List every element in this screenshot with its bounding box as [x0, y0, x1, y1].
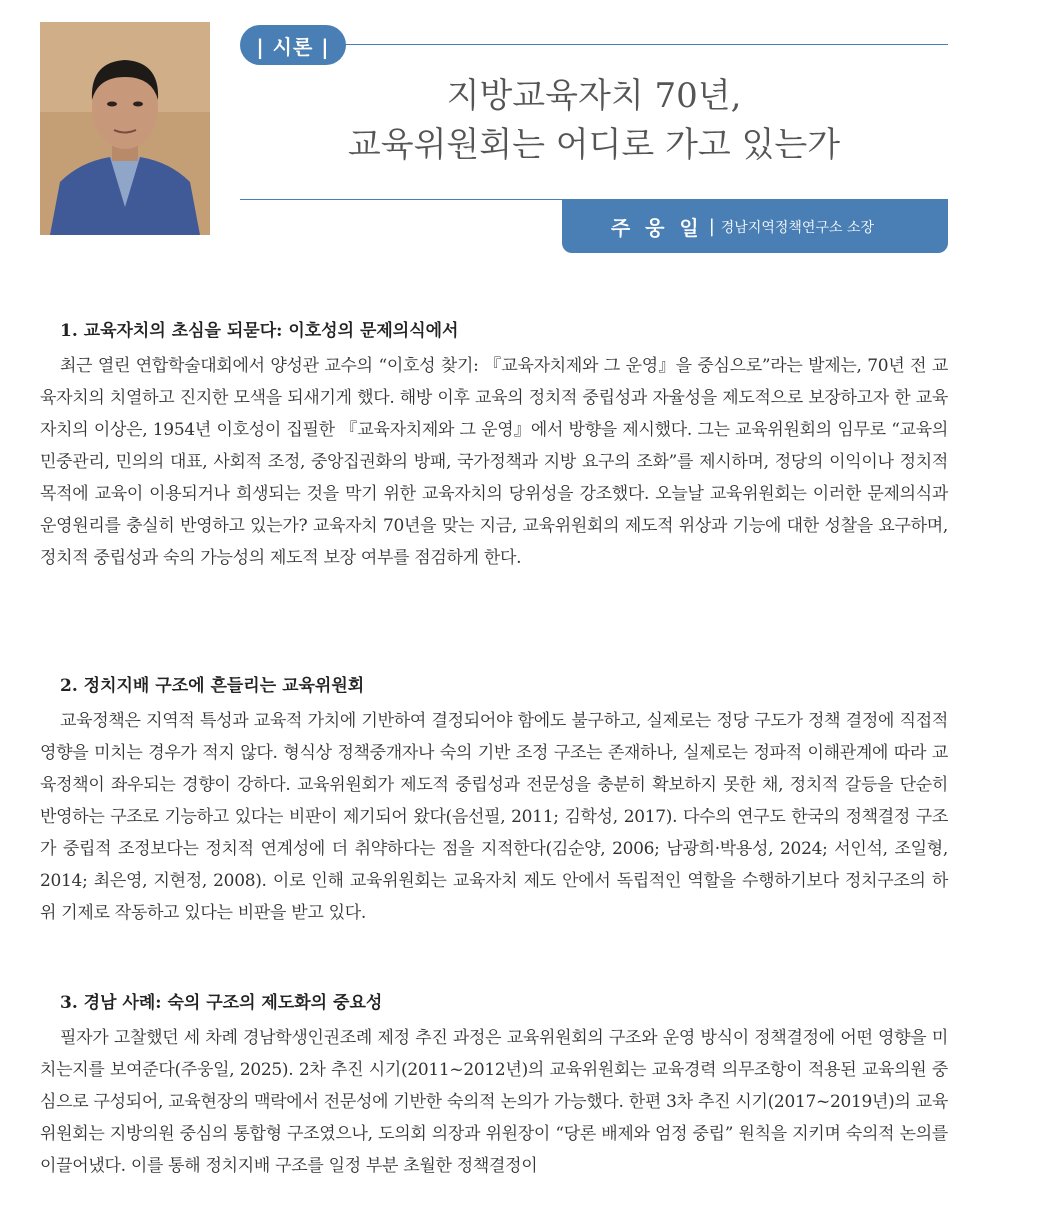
article-section-3 [40, 990, 948, 1182]
article-title-line-2: 교육위원회는 어디로 가고 있는가 [347, 125, 841, 165]
article-title [240, 72, 948, 170]
author-byline [562, 200, 948, 253]
article-title-line-1: 지방교육자치 70년, [446, 76, 742, 116]
author-name: 주 웅 일 [610, 216, 703, 240]
author-portrait-image [40, 22, 210, 235]
column-category-tag: | 시론 | [240, 25, 346, 65]
section-heading: 1. 교육자치의 초심을 되묻다: 이호성의 문제의식에서 [60, 321, 459, 341]
header-top-divider [340, 44, 948, 45]
byline-separator: | [708, 216, 715, 237]
author-photo [40, 22, 210, 235]
author-affiliation: 경남지역정책연구소 소장 [720, 219, 874, 236]
section-body: 교육정책은 지역적 특성과 교육적 가치에 기반하여 결정되어야 함에도 불구하고, 실제로는 정당 구도가 정책 결정에 직접적 영향을 미치는 경우가 적지 않다. 형식상 정책중개자나 숙의 기반 조정 구조는 존재하나, 실제로는 정파적 이해관계에 따라 교육정책이 좌우되는 경향이 강하다. 교육위원회가 제도적 중립성과 전문성을 충분히 확보하지 못한 채, 정치적 갈등을 단순히 반영하는 구조로 기능하고 있다는 비판이 제기되어 왔다(음선필, 2011; 김학성, 2017). 다수의 연구도 한국의 정책결정 구조가 중립적 조정보다는 정치적 연계성에 더 취약하다는 점을 지적한다(김순양, 2006; 남광희·박용성, 2024; 서인석, 조일형, 2014; 최은영, 지현정, 2008). 이로 인해 교육위원회는 교육자치 제도 안에서 독립적인 역할을 수행하기보다 정치구조의 하위 기제로 작동하고 있다는 비판을 받고 있다. [40, 711, 949, 923]
article-section-1 [40, 318, 948, 574]
article-section-2 [40, 673, 948, 929]
section-body: 최근 열린 연합학술대회에서 양성관 교수의 “이호성 찾기: 『교육자치제와 그 운영』을 중심으로”라는 발제는, 70년 전 교육자치의 치열하고 진지한 모색을 되새기게 했다. 해방 이후 교육의 정치적 중립성과 자율성을 제도적으로 보장하고자 한 교육자치의 이상은, 1954년 이호성이 집필한 『교육자치제와 그 운영』에서 방향을 제시했다. 그는 교육위원회의 임무로 “교육의 민중관리, 민의의 대표, 사회적 조정, 중앙집권화의 방패, 국가정책과 지방 요구의 조화”를 제시하며, 정당의 이익이나 정치적 목적에 교육이 이용되거나 희생되는 것을 막기 위한 교육자치의 당위성을 강조했다. 오늘날 교육위원회는 이러한 문제의식과 운영원리를 충실히 반영하고 있는가? 교육자치 70년을 맞는 지금, 교육위원회의 제도적 위상과 기능에 대한 성찰을 요구하며, 정치적 중립성과 숙의 가능성의 제도적 보장 여부를 점검하게 한다. [40, 356, 948, 568]
section-heading: 2. 정치지배 구조에 흔들리는 교육위원회 [60, 676, 365, 696]
section-heading: 3. 경남 사례: 숙의 구조의 제도화의 중요성 [60, 993, 383, 1013]
section-body: 필자가 고찰했던 세 차례 경남학생인권조례 제정 추진 과정은 교육위원회의 구조와 운영 방식이 정책결정에 어떤 영향을 미치는지를 보여준다(주웅일, 2025). 2차 추진 시기(2011~2012년)의 교육위원회는 교육경력 의무조항이 적용된 교육의원 중심으로 구성되어, 교육현장의 맥락에서 전문성에 기반한 숙의적 논의가 가능했다. 한편 3차 추진 시기(2017~2019년)의 교육위원회는 지방의원 중심의 통합형 구조였으나, 도의회 의장과 위원장이 “당론 배제와 엄정 중립” 원칙을 지키며 숙의적 논의를 이끌어냈다. 이를 통해 정치지배 구조를 일정 부분 초월한 정책결정이 [40, 1028, 948, 1176]
